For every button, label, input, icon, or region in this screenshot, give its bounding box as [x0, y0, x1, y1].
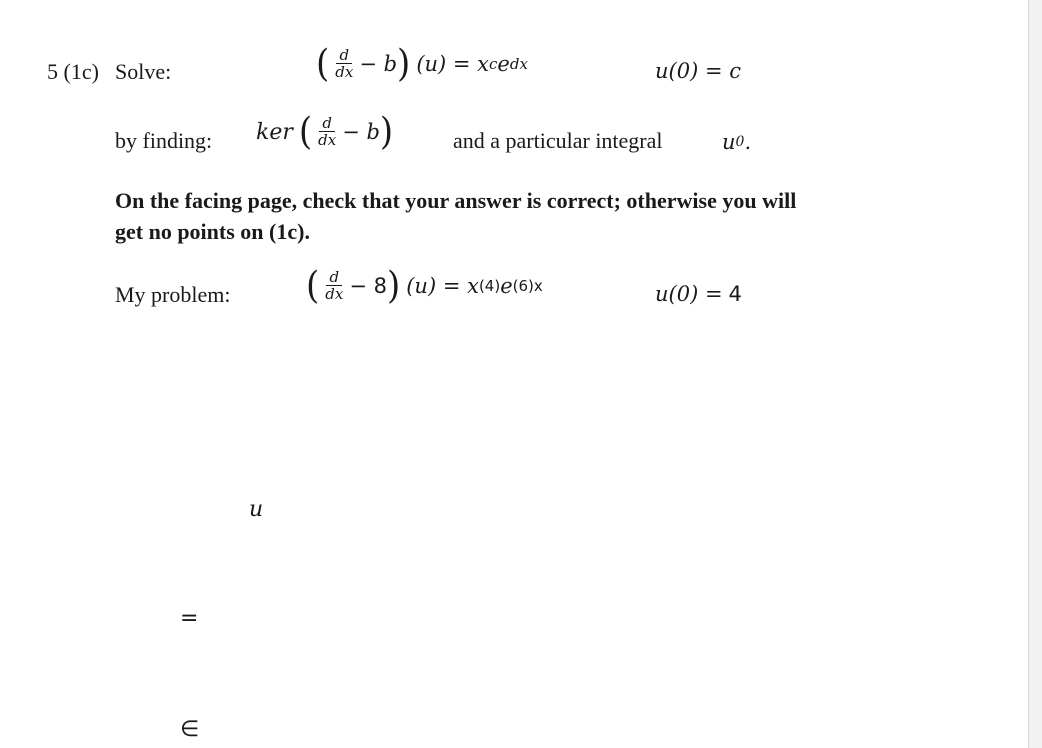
instruction-line-2: get no points on (1c).	[115, 219, 310, 244]
element-of-symbol: ∈	[180, 717, 200, 742]
finding-label: by finding:	[115, 128, 213, 153]
particular-integral-symbol: u 0 .	[722, 130, 752, 154]
particular-integral-text: and a particular integral	[453, 128, 663, 153]
problem-number: 5 (1c)	[47, 59, 99, 84]
solve-label: Solve:	[115, 59, 172, 84]
general-initial-condition: u(0) = c	[655, 59, 741, 83]
equals-symbol: =	[180, 606, 199, 631]
answer-u-symbol: u	[249, 497, 264, 522]
specific-equation: ( $\frac{d}{dx}$ − 8 ) (u) = x (4) e (6)x	[306, 264, 543, 308]
instruction-line-1: On the facing page, check that your answer is correct; otherwise you will	[115, 188, 797, 213]
kernel-expression: ker ( $\frac{d}{dx}$ − b )	[256, 110, 394, 154]
derivative-fraction: $\frac{d}{dx}$	[335, 46, 354, 81]
vertical-scrollbar[interactable]	[1028, 0, 1042, 748]
general-equation: ( $\frac{d}{dx}$ − b ) (u) = x c e dx	[316, 42, 528, 86]
specific-initial-condition: u(0) = 4	[655, 282, 742, 306]
my-problem-label: My problem:	[115, 282, 231, 307]
